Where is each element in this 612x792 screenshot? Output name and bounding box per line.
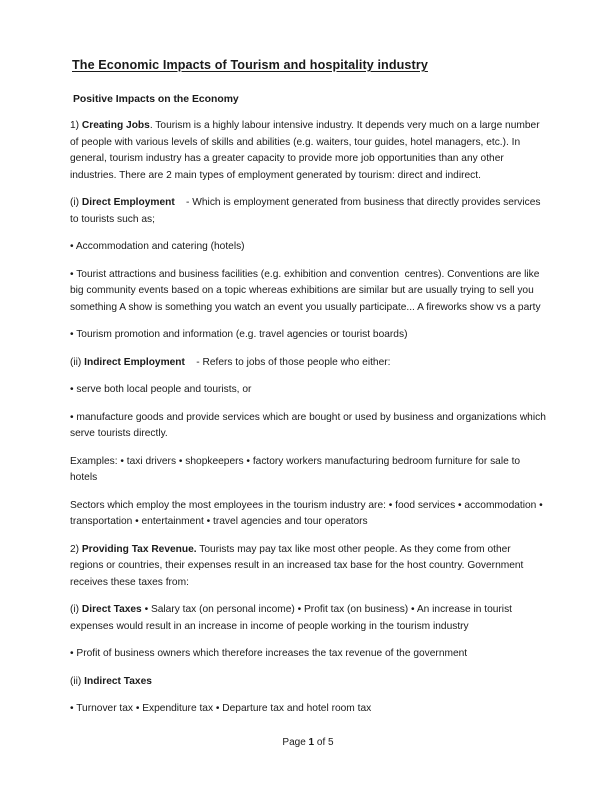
paragraph [70,602,546,635]
paragraph [70,355,546,372]
bold-text-run: Indirect Taxes [84,675,152,687]
page-footer [70,737,546,762]
text-run: (i) [70,604,82,616]
text-run: - Refers to jobs of those people who either: [184,356,391,368]
paragraph [70,239,546,256]
text-run: Sectors which employ the most employees in the tourism industry are: • food services • accommodation • transportation • entertainment • travel agencies and tour operators [70,499,546,528]
text-run: 2) [70,543,82,555]
bold-text-run: Creating Jobs [81,120,150,131]
bold-text-run: Direct Taxes [81,604,142,616]
bold-text-run: Providing Tax Revenue. [81,543,197,555]
bold-text-run: Indirect Employment [84,356,185,368]
text-run: . Tourism is a highly labour intensive industry. It depends very much on a large number of people with various levels of skills and abilities (e.g. waiters, tour guides, hotel managers, etc.). In general, tourism industry has a greater capacity to provide more job opportunities than any other industries. There are 2 main types of employment generated by tourism: direct and indirect. [70,120,543,181]
text-run: • Profit of business owners which therefore increases the tax revenue of the government [70,648,468,660]
paragraph [70,410,549,443]
footer-total-pages: 5 [328,737,334,748]
text-run: 1) [70,120,82,131]
document-title: The Economic Impacts of Tourism and hospitality industry [72,58,428,72]
paragraph [70,118,546,184]
text-run: • manufacture goods and provide services which are bought or used by business and organizations which serve tourists directly. [70,411,549,440]
paragraph [70,327,546,344]
footer-text-run: Page [282,737,309,748]
paragraph [70,454,546,487]
text-run: (ii) [70,356,85,368]
text-run: • Tourist attractions and business facilities (e.g. exhibition and convention centres). Conventions are like big community events based on a topic whereas exhibitions are similar but are usually trying to sell you something A show is something you watch an event you usually participate... A fireworks show vs a party [70,268,543,313]
document-body [70,94,549,729]
bold-text-run: Direct Employment [81,197,175,209]
text-run: • Turnover tax • Expenditure tax • Departure tax and hotel room tax [70,703,372,715]
paragraph [70,646,546,663]
text-run: - Which is employment generated from business that directly provides services to tourists such as; [70,197,544,225]
text-run: (ii) [70,675,85,687]
text-run: • serve both local people and tourists, or [70,384,252,396]
text-run: • Tourism promotion and information (e.g. travel agencies or tourist boards) [70,329,408,341]
text-run: • Accommodation and catering (hotels) [70,241,245,253]
paragraph [70,382,546,399]
bold-text-run: Positive Impacts on the Economy [73,94,239,105]
text-run: • Salary tax (on personal income) • Profit tax (on business) • An increase in tourist expenses would result in an increase in income of people working in the tourism industry [70,604,515,632]
paragraph [70,542,546,592]
footer-text-run: of [314,737,329,748]
footer-page-number: 1 [308,737,315,748]
text-run: (i) [70,197,82,209]
paragraph [70,498,546,531]
paragraph [70,674,546,691]
paragraph [70,701,546,718]
text-run: Tourists may pay tax like most other people. As they come from other regions or countries, their expenses result in an increased tax base for the host country. Government receives these taxes from: [70,543,527,588]
section-heading [70,94,546,105]
paragraph [70,195,546,228]
text-run: Examples: • taxi drivers • shopkeepers • factory workers manufacturing bedroom furniture for sale to hotels [70,455,523,484]
paragraph [70,267,546,317]
